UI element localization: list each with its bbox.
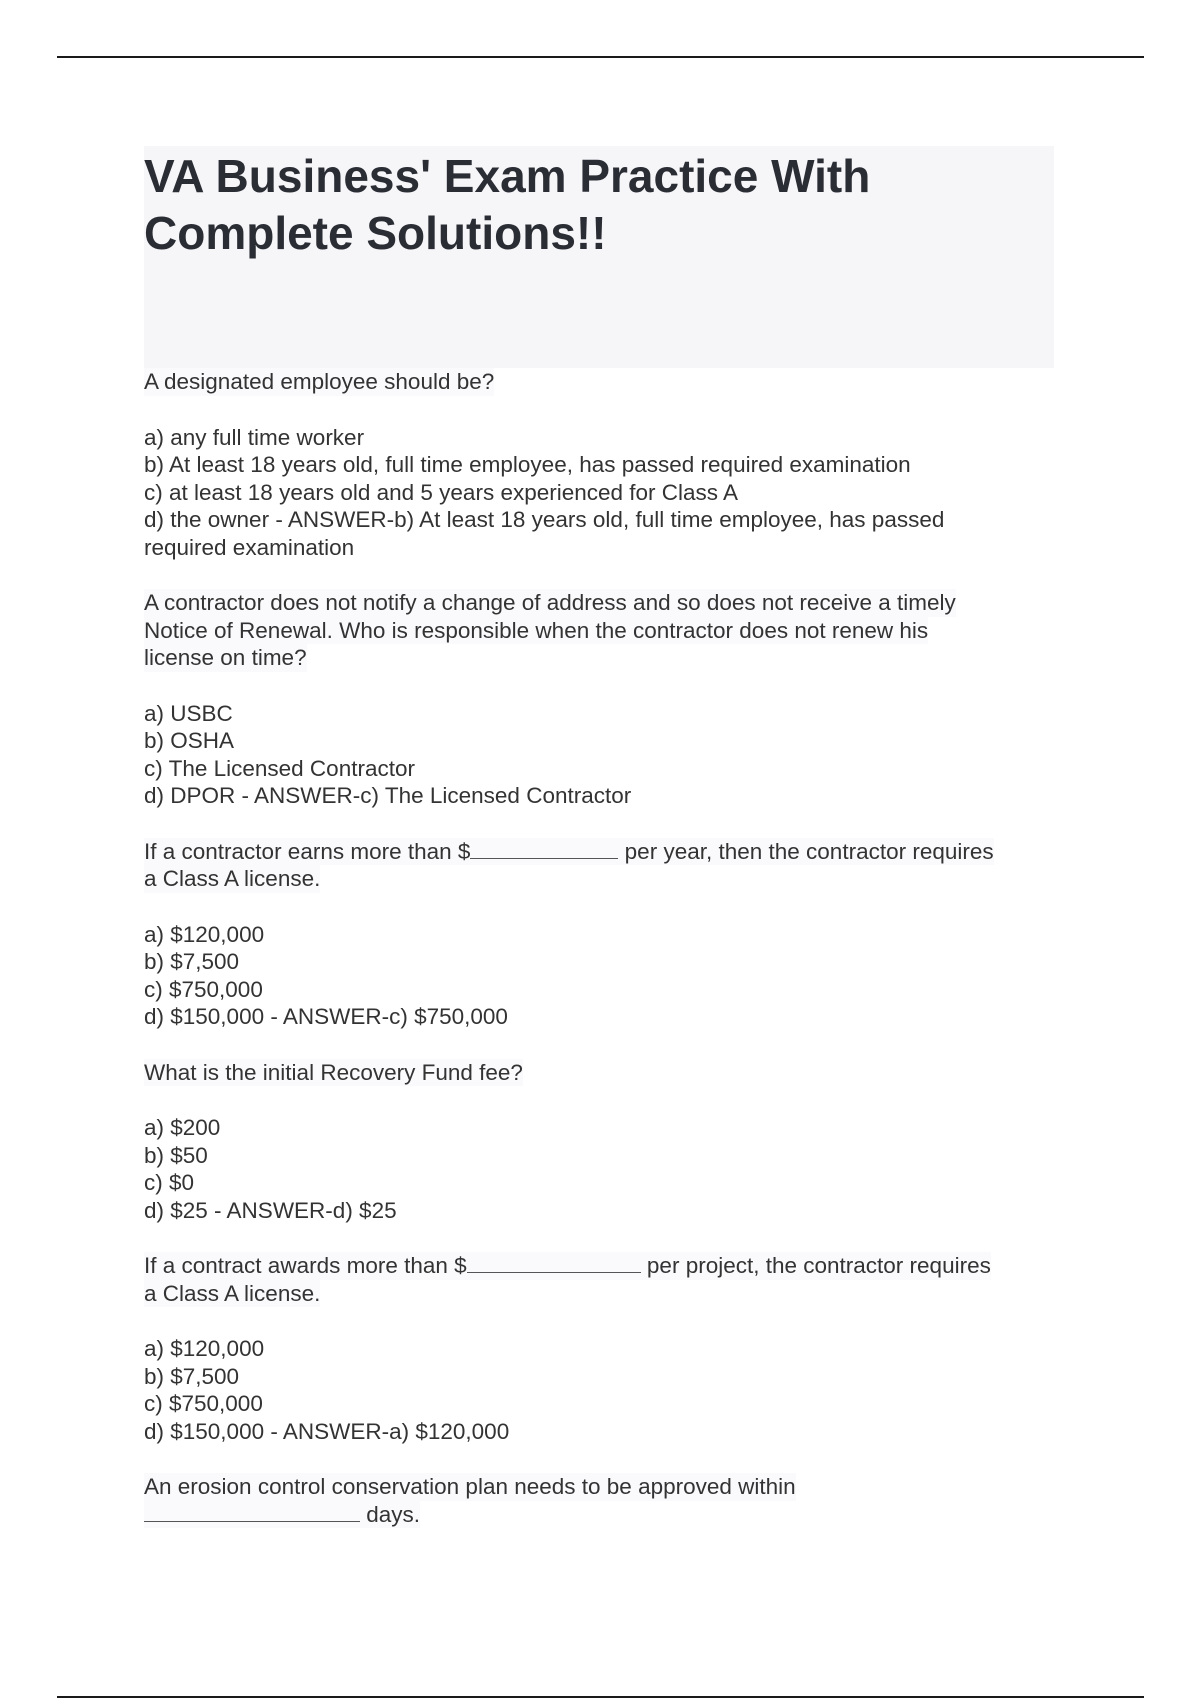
answer-options bbox=[144, 700, 1064, 810]
option: d) $25 - ANSWER-d) $25 bbox=[144, 1197, 397, 1223]
option: b) $7,500 bbox=[144, 949, 240, 974]
option: a) $120,000 bbox=[144, 1336, 265, 1361]
question-2 bbox=[144, 589, 1064, 810]
question-stem bbox=[144, 589, 1064, 672]
question-3 bbox=[144, 838, 1064, 1031]
question-5 bbox=[144, 1252, 1064, 1445]
option: b) $50 bbox=[144, 1142, 208, 1168]
option: a) any full time worker bbox=[144, 424, 365, 450]
stem-text: If a contract awards more than $ bbox=[144, 1253, 467, 1278]
stem-text: days. bbox=[360, 1501, 421, 1527]
option: c) The Licensed Contractor bbox=[144, 755, 415, 781]
stem-line: a Class A license. bbox=[144, 1280, 321, 1306]
option: a) $200 bbox=[144, 1115, 221, 1140]
question-stem bbox=[144, 1252, 1064, 1307]
stem-text: If a contractor earns more than $ bbox=[144, 838, 471, 864]
stem-line: What is the initial Recovery Fund fee? bbox=[144, 1059, 523, 1085]
stem-line: a Class A license. bbox=[144, 866, 321, 891]
option: c) $750,000 bbox=[144, 976, 263, 1002]
fill-in-blank bbox=[144, 1503, 360, 1522]
option: c) $0 bbox=[144, 1170, 195, 1195]
answer-options bbox=[144, 424, 1064, 562]
option: d) $150,000 - ANSWER-c) $750,000 bbox=[144, 1004, 508, 1029]
option: d) the owner - ANSWER-b) At least 18 years old, full time employee, has passed bbox=[144, 507, 945, 532]
stem-line: A contractor does not notify a change of address and so does not receive a timely bbox=[144, 590, 956, 615]
fill-in-blank bbox=[467, 1254, 641, 1273]
document-title bbox=[144, 146, 1054, 262]
question-4 bbox=[144, 1059, 1064, 1225]
question-1 bbox=[144, 368, 1064, 561]
stem-text: per project, the contractor requires bbox=[640, 1253, 991, 1278]
stem-line bbox=[144, 838, 994, 866]
question-stem bbox=[144, 1473, 1064, 1528]
option: a) $120,000 bbox=[144, 921, 265, 947]
option: c) $750,000 bbox=[144, 1391, 263, 1416]
question-stem bbox=[144, 1059, 1064, 1087]
document-body bbox=[144, 368, 1064, 1528]
question-stem bbox=[144, 838, 1064, 893]
title-line: Complete Solutions!! bbox=[144, 207, 607, 259]
stem-line bbox=[144, 1501, 420, 1529]
stem-line bbox=[144, 1252, 991, 1280]
answer-options bbox=[144, 1114, 1064, 1224]
stem-text: per year, then the contractor requires bbox=[618, 838, 994, 864]
question-6 bbox=[144, 1473, 1064, 1528]
answer-options bbox=[144, 1335, 1064, 1445]
stem-line: Notice of Renewal. Who is responsible when the contractor does not renew his bbox=[144, 617, 929, 643]
stem-line: A designated employee should be? bbox=[144, 369, 495, 394]
option: b) At least 18 years old, full time employee, has passed required examination bbox=[144, 452, 911, 477]
option: d) DPOR - ANSWER-c) The Licensed Contractor bbox=[144, 783, 632, 808]
title-block bbox=[144, 146, 1054, 368]
answer-options bbox=[144, 921, 1064, 1031]
header-rule bbox=[57, 56, 1144, 58]
option: required examination bbox=[144, 534, 355, 560]
option: a) USBC bbox=[144, 700, 233, 726]
fill-in-blank bbox=[470, 840, 618, 859]
footer-rule bbox=[57, 1696, 1144, 1698]
stem-line: license on time? bbox=[144, 645, 307, 670]
option: d) $150,000 - ANSWER-a) $120,000 bbox=[144, 1418, 510, 1444]
option: b) $7,500 bbox=[144, 1363, 240, 1389]
question-stem bbox=[144, 368, 1064, 396]
stem-line: An erosion control conservation plan needs to be approved within bbox=[144, 1474, 796, 1499]
option: b) OSHA bbox=[144, 728, 235, 753]
option: c) at least 18 years old and 5 years experienced for Class A bbox=[144, 479, 739, 505]
title-line: VA Business' Exam Practice With bbox=[144, 150, 871, 202]
